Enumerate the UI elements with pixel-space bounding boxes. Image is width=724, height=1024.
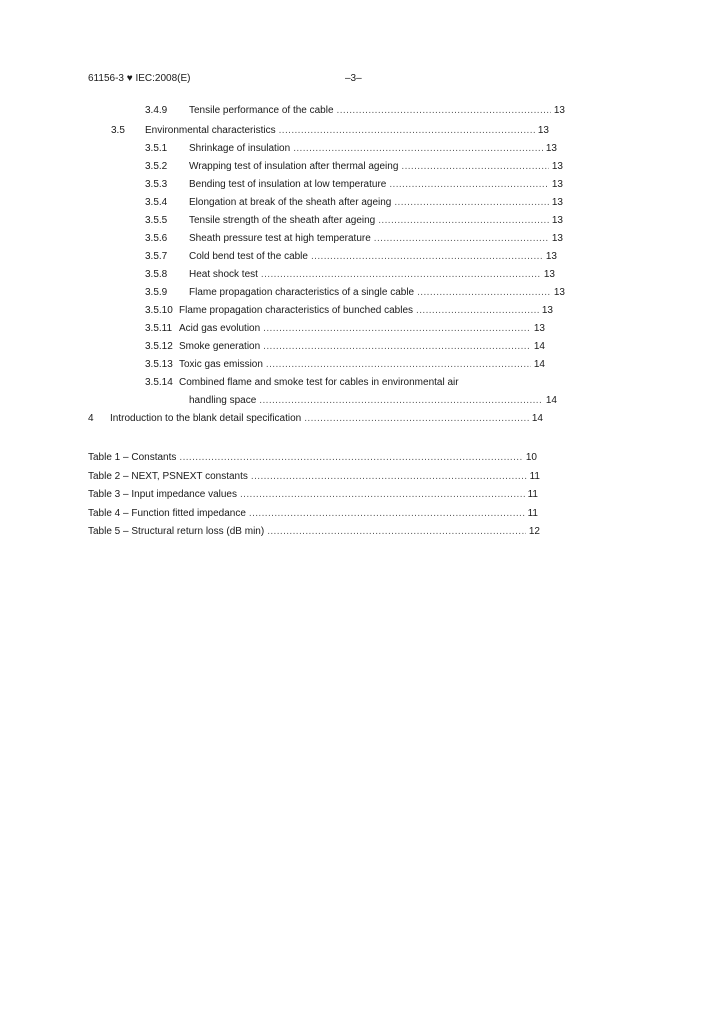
table-list-title: Table 1 – Constants [88,452,177,463]
toc-entry-title: Combined flame and smoke test for cables in environmental air [179,377,459,388]
toc-entry-title: Heat shock test [189,269,258,280]
toc-entry-page: 13 [551,161,563,172]
toc-entry-title-line [189,178,563,191]
toc-entry-title: Flame propagation characteristics of a single cable [189,287,415,298]
toc-entry-number: 3.5.9 [145,287,168,298]
dot-leader [374,232,549,245]
toc-entry[interactable] [111,124,549,137]
toc-entry[interactable] [145,104,565,117]
toc-entry-title: Shrinkage of insulation [189,143,291,154]
toc-entry-number: 3.5.2 [145,161,168,172]
toc-entry[interactable] [145,322,545,335]
toc-entry-page: 14 [533,341,545,352]
toc-entry-title-line [189,250,557,263]
dot-leader [304,412,529,425]
toc-entry-title: Wrapping test of insulation after thermal ageing [189,161,399,172]
toc-entry-title: Flame propagation characteristics of bunched cables [179,305,414,316]
toc-entry-title-line [110,412,543,425]
toc-entry-title-line [189,104,565,117]
dot-leader [251,470,527,483]
toc-entry-page: 13 [533,323,545,334]
table-list-entry[interactable] [88,525,540,538]
dot-leader [263,322,531,335]
toc-entry-title: Elongation at break of the sheath after ageing [189,197,392,208]
toc-entry-title-line [189,268,555,281]
toc-entry[interactable] [145,196,563,209]
toc-entry-title: Sheath pressure test at high temperature [189,233,371,244]
toc-entry[interactable] [145,304,553,317]
toc-entry[interactable] [145,358,545,371]
toc-entry-page: 14 [545,395,557,406]
toc-entry-number: 3.5.7 [145,251,168,262]
toc-entry-page: 13 [541,305,553,316]
table-list-entry[interactable] [88,488,538,501]
table-list-page: 11 [527,508,538,519]
toc-entry-number: 3.5.8 [145,269,168,280]
toc-entry-page: 14 [531,413,543,424]
toc-entry-number: 3.5.12 [145,341,173,352]
dot-leader [378,214,549,227]
dot-leader [417,286,551,299]
toc-entry-page: 13 [551,233,563,244]
table-list-entry[interactable] [88,470,540,483]
toc-entry-page: 13 [551,179,563,190]
table-list-title: Table 3 – Input impedance values [88,489,237,500]
toc-entry-title: Introduction to the blank detail specification [110,413,302,424]
toc-entry-number: 3.5.13 [145,359,173,370]
table-list-page: 12 [528,526,540,537]
toc-entry-page: 13 [551,215,563,226]
toc-entry-number: 3.5.10 [145,305,173,316]
toc-entry-title-line [189,160,563,173]
table-list-title-line [88,507,538,520]
toc-entry-number: 3.5 [111,125,125,136]
toc-entry-number: 3.5.4 [145,197,168,208]
toc-entry-title-line [145,124,549,137]
toc-entry-page: 13 [545,143,557,154]
dot-leader [337,104,551,117]
table-list-title-line [88,525,540,538]
toc-entry[interactable] [145,232,563,245]
toc-entry-title-line [189,232,563,245]
table-list-entry[interactable] [88,451,537,464]
dot-leader [266,358,531,371]
toc-entry-number: 3.5.1 [145,143,168,154]
toc-entry[interactable] [145,268,555,281]
toc-entry-title-line [189,286,565,299]
toc-entry-title: Toxic gas emission [179,359,263,370]
document-id: 61156-3 ♥ IEC:2008(E) [88,73,191,84]
toc-entry-page: 13 [551,197,563,208]
toc-entry-page: 13 [537,125,549,136]
table-list-page: 11 [527,489,538,500]
toc-entry-title-line [179,322,545,335]
toc-entry-title: Tensile strength of the sheath after ageing [189,215,376,226]
toc-entry-page: 13 [543,269,555,280]
toc-entry[interactable] [145,214,563,227]
dot-leader [263,340,531,353]
toc-entry-title: Cold bend test of the cable [189,251,308,262]
toc-entry-page: 13 [553,287,565,298]
toc-entry-title-line [179,340,545,353]
table-list-title: Table 2 – NEXT, PSNEXT constants [88,471,248,482]
table-list-title-line [88,451,537,464]
toc-entry[interactable] [145,340,545,353]
toc-entry-number: 3.4.9 [145,105,168,116]
toc-entry-page: 13 [553,105,565,116]
toc-entry[interactable] [145,286,565,299]
toc-entry-page: 13 [545,251,557,262]
toc-entry-title: Environmental characteristics [145,125,276,136]
dot-leader [279,124,535,137]
dot-leader [394,196,549,209]
toc-entry[interactable] [88,412,543,425]
table-list-title: Table 5 – Structural return loss (dB min) [88,526,265,537]
toc-entry-title-line [189,394,557,407]
toc-entry[interactable] [145,142,557,155]
dot-leader [401,160,548,173]
toc-entry[interactable] [145,178,563,191]
toc-entry-title: Bending test of insulation at low temperature [189,179,387,190]
table-list-title: Table 4 – Function fitted impedance [88,508,246,519]
toc-entry-title-line [189,196,563,209]
toc-entry-title: Smoke generation [179,341,261,352]
toc-entry-number: 3.5.6 [145,233,168,244]
toc-entry-number: 4 [88,413,94,424]
dot-leader [293,142,543,155]
toc-entry-number: 3.5.3 [145,179,168,190]
table-list-page: 10 [525,452,537,463]
toc-entry-number: 3.5.5 [145,215,168,226]
dot-leader [259,394,543,407]
toc-entry-title-line [189,214,563,227]
toc-entry-title: Tensile performance of the cable [189,105,334,116]
dot-leader [249,507,525,520]
toc-entry-title-line [179,358,545,371]
toc-entry-title-line [179,304,553,317]
dot-leader [240,488,525,501]
dot-leader [179,451,522,464]
dot-leader [261,268,541,281]
toc-entry-number: 3.5.11 [145,323,173,334]
toc-entry-page: 14 [533,359,545,370]
toc-entry-title-line [189,142,557,155]
toc-entry[interactable] [145,250,557,263]
toc-entry-number: 3.5.14 [145,377,173,388]
table-list-title-line [88,488,538,501]
toc-entry-title: Acid gas evolution [179,323,261,334]
dot-leader [267,525,526,538]
toc-entry-title-continued: handling space [189,395,257,406]
toc-entry[interactable] [145,160,563,173]
dot-leader [416,304,539,317]
table-list-title-line [88,470,540,483]
dot-leader [389,178,549,191]
toc-entry[interactable] [145,376,557,408]
table-list-page: 11 [529,471,540,482]
dot-leader [311,250,543,263]
page-number: –3– [345,73,362,84]
table-list-entry[interactable] [88,507,538,520]
